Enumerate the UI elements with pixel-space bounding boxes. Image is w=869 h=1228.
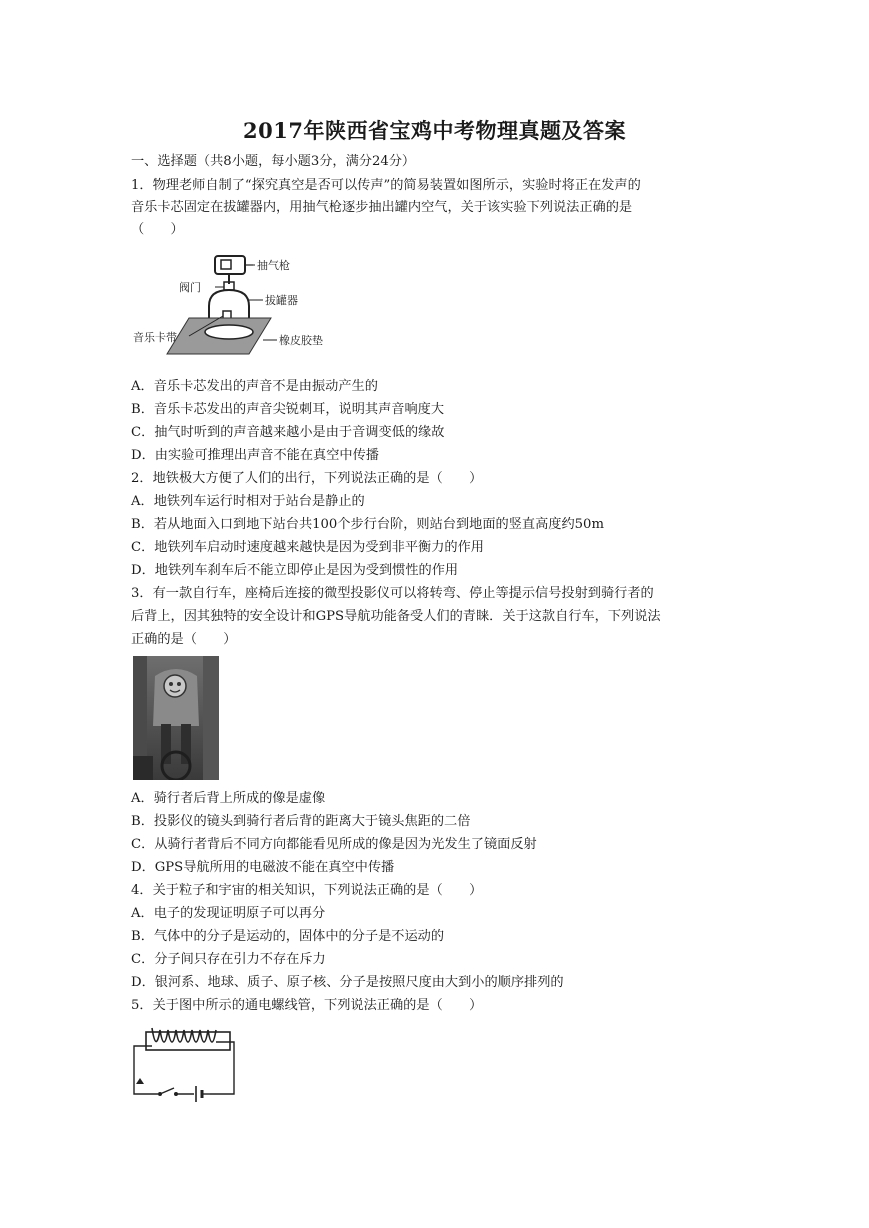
label-gun: 抽气枪 — [257, 259, 290, 272]
q3-stem-line: 3．有一款自行车，座椅后连接的微型投影仪可以将转弯、停止等提示信号投射到骑行者的 — [131, 586, 654, 601]
q2-stem-line: 2．地铁极大方便了人们的出行，下列说法正确的是（ ） — [131, 471, 483, 486]
q2-option-b: B．若从地面入口到地下站台共100个步行台阶，则站台到地面的竖直高度约50m — [131, 517, 604, 532]
q2-option-d: D．地铁列车刹车后不能立即停止是因为受到惯性的作用 — [131, 563, 459, 578]
q3-cyclist-photo — [133, 656, 219, 780]
q1-option-b: B．音乐卡芯发出的声音尖锐刺耳，说明其声音响度大 — [131, 402, 445, 417]
q1-option-c: C．抽气时听到的声音越来越小是由于音调变低的缘故 — [131, 425, 445, 440]
q3-option-a: A．骑行者后背上所成的像是虚像 — [131, 791, 326, 806]
label-pad: 橡皮胶垫 — [279, 334, 323, 347]
q3-option-d: D．GPS导航所用的电磁波不能在真空中传播 — [131, 860, 395, 875]
q4-option-a: A．电子的发现证明原子可以再分 — [131, 906, 326, 921]
q4-stem-line: 4．关于粒子和宇宙的相关知识，下列说法正确的是（ ） — [131, 883, 483, 898]
q1-option-d: D．由实验可推理出声音不能在真空中传播 — [131, 448, 379, 463]
q2-option-a: A．地铁列车运行时相对于站台是静止的 — [131, 494, 365, 509]
q5-stem-line: 5．关于图中所示的通电螺线管，下列说法正确的是（ ） — [131, 998, 483, 1013]
q3-stem-line: 正确的是（ ） — [131, 632, 237, 647]
q1-stem-line: 1．物理老师自制了“探究真空是否可以传声”的简易装置如图所示，实验时将正在发声的 — [131, 178, 641, 193]
q1-stem-line: 音乐卡芯固定在拔罐器内，用抽气枪逐步抽出罐内空气，关于该实验下列说法正确的是 — [131, 200, 633, 215]
q1-stem-line: （ ） — [131, 222, 184, 237]
q4-option-c: C．分子间只存在引力不存在斥力 — [131, 952, 326, 967]
q1-option-a: A．音乐卡芯发出的声音不是由振动产生的 — [131, 379, 378, 394]
label-card: 音乐卡带 — [133, 331, 177, 344]
q4-option-d: D．银河系、地球、质子、原子核、分子是按照尺度由大到小的顺序排列的 — [131, 975, 564, 990]
q4-option-b: B．气体中的分子是运动的，固体中的分子是不运动的 — [131, 929, 445, 944]
q3-option-b: B．投影仪的镜头到骑行者后背的距离大于镜头焦距的二倍 — [131, 814, 471, 829]
q5-solenoid-circuit-figure — [128, 1022, 240, 1102]
q2-option-c: C．地铁列车启动时速度越来越快是因为受到非平衡力的作用 — [131, 540, 484, 555]
label-valve: 阀门 — [179, 281, 201, 294]
section-heading: 一、选择题（共8小题，每小题3分，满分24分） — [131, 154, 416, 169]
page-title: 2017年陕西省宝鸡中考物理真题及答案 — [243, 118, 626, 143]
q3-stem-line: 后背上，因其独特的安全设计和GPS导航功能备受人们的青睐．关于这款自行车，下列说法 — [131, 609, 661, 624]
q3-option-c: C．从骑行者背后不同方向都能看见所成的像是因为光发生了镜面反射 — [131, 837, 537, 852]
q1-apparatus-figure — [131, 248, 341, 358]
label-cup: 拔罐器 — [265, 294, 298, 307]
